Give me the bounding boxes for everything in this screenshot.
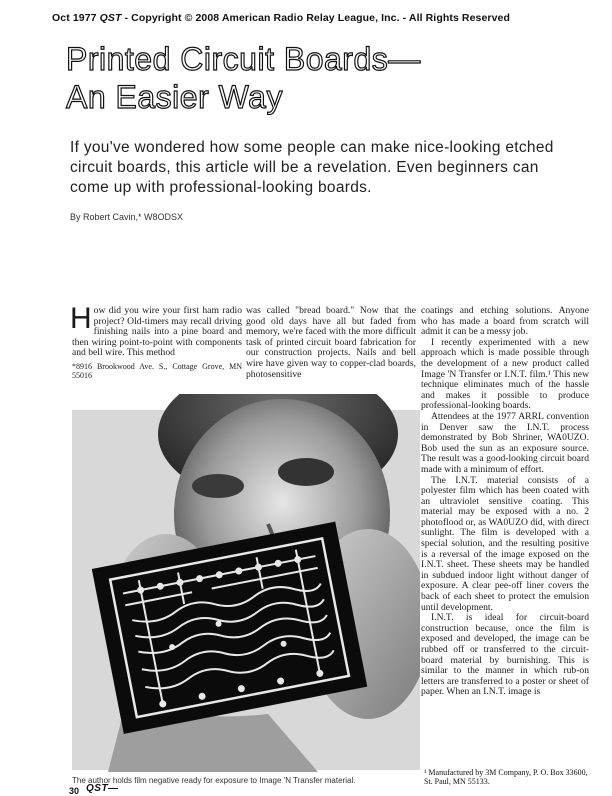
footer-magazine-name: QST— — [86, 783, 119, 794]
paragraph: I.N.T. is ideal for circuit-board construction because, once the film is exposed and developed, the image can be rubbed off or transferred to the circuit-board material by burnishing. This is similar to the manner in which rub-on letters are transferred to a poster or sheet of paper. When an I.N.T. image is — [421, 612, 589, 698]
author-footnote: *8916 Brookwood Ave. S., Cottage Grove, MN 55016 — [72, 361, 242, 380]
paragraph: ow did you wire your first ham radio project? Old-timers may recall driving finishing nails into a pine board and then wiring point-to-point with components and bell wire. This method — [72, 305, 242, 359]
photo-caption: The author holds film negative ready for exposure to Image 'N Transfer material. — [72, 776, 356, 785]
paragraph: was called "bread board." Now that the good old days have all but faded from memory, we're faced with the more difficult task of printed circuit board fabrication for our construction projects. Nails and bell wire have given way to copper-clad boards, photosensitive — [246, 305, 416, 380]
paragraph: The I.N.T. material consists of a polyester film which has been coated with an ultraviolet sensitive coating. This material may be exposed with a no. 2 photoflood or, as WA0UZO did, with direct sunlight. The film is developed with a special solution, and the resulting positive is a reversal of the image exposed on the I.N.T. sheet. These sheets may be handled in subdued indoor light without danger of exposure. A clear pee-off liner covers the back of each sheet to protect the emulsion until development. — [421, 474, 589, 613]
footnote-1: ¹ Manufactured by 3M Company, P. O. Box 33600, St. Paul, MN 55133. — [424, 768, 588, 786]
byline: By Robert Cavin,* W8ODSX — [70, 212, 184, 222]
article-deck: If you've wondered how some people can make nice-looking etched circuit boards, this article will be a revelation. Even beginners can come up with professional-looking boards. — [70, 139, 554, 196]
body-column-2 — [246, 306, 416, 380]
copyright-banner: Oct 1977 QST - Copyright © 2008 American Radio Relay League, Inc. - All Rights Reserved — [52, 12, 510, 24]
paragraph: Attendees at the 1977 ARRL convention in Denver saw the I.N.T. process demonstrated by Bob Shriner, WA0UZO. Bob used the sun as an exposure source. The result was a good-looking circuit board made with a minimum of effort. — [421, 410, 589, 475]
title-line-2: An Easier Way — [66, 79, 283, 115]
page-number: 30 — [69, 786, 80, 796]
paragraph: I recently experimented with a new approach which is made possible through the development of a new product called Image 'N Transfer or I.N.T. film.¹ This new technique eliminates much of the hassle and makes it possible to produce professional-looking boards. — [421, 336, 589, 412]
photo-film-negative — [68, 394, 420, 772]
drop-cap: H — [70, 302, 92, 335]
paragraph: coatings and etching solutions. Anyone who has made a board from scratch will admit it can be a messy job. — [421, 305, 589, 338]
article-title — [66, 40, 421, 116]
body-column-3 — [421, 306, 589, 698]
title-line-1: Printed Circuit Boards— — [66, 41, 421, 77]
body-column-1 — [70, 302, 242, 380]
